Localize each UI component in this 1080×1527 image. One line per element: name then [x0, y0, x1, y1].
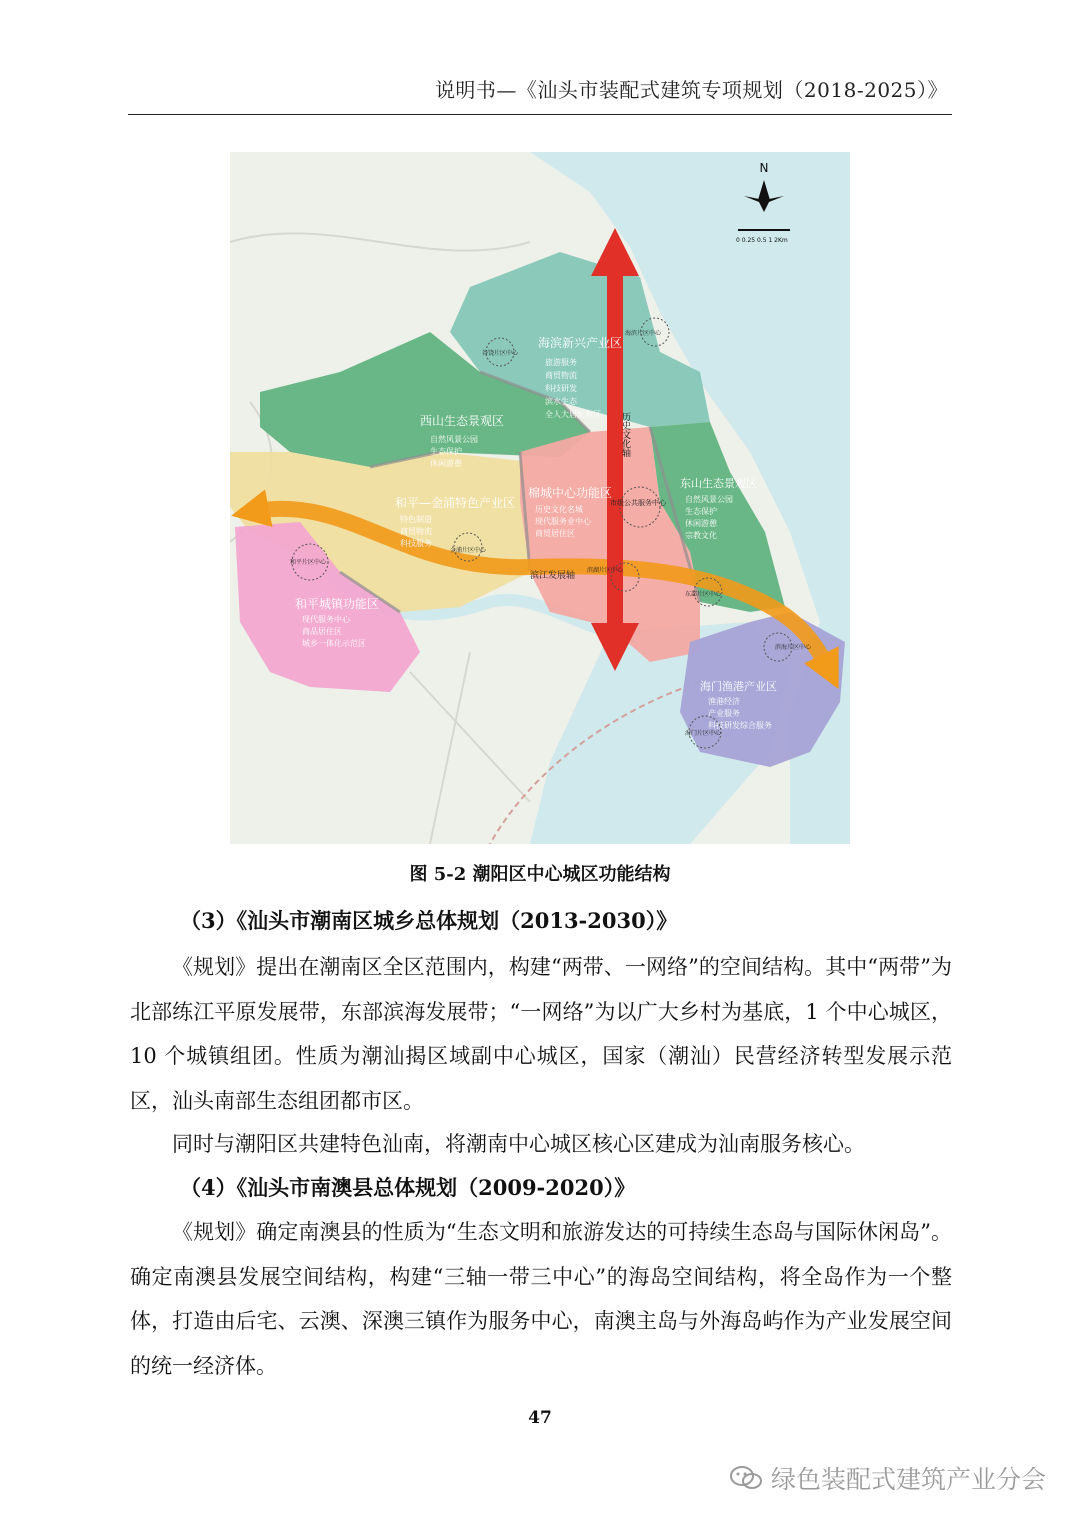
header-rule — [128, 114, 952, 115]
vertical-axis-label: 历史文化轴 — [620, 412, 630, 457]
center-label: 东部片区中心 — [685, 591, 722, 598]
section4-paragraph-1: 《规划》确定南澳县的性质为“生态文明和旅游发达的可持续生态岛与国际休闲岛”。确定南澳县发展空间结构，构建“三轴一带三中心”的海岛空间结构，将全岛作为一个整体，打造由后宅、云澳、深澳三镇作为服务中心，南澳主岛与外海岛屿作为产业发展空间的统一经济体。 — [130, 1220, 952, 1378]
zone-item: 生态保护 — [430, 447, 462, 456]
horizontal-axis-label: 滨江发展轴 — [530, 571, 576, 581]
zone-label: 海滨新兴产业区 — [538, 336, 623, 350]
compass-label: N — [759, 161, 769, 175]
zone-item: 商贸物流 — [545, 371, 577, 380]
zone-label: 和平—金浦特色产业区 — [395, 496, 516, 510]
figure-caption: 图 5-2 潮阳区中心城区功能结构 — [409, 864, 671, 885]
wechat-icon — [729, 1464, 763, 1492]
center-label: 海门片区中心 — [685, 730, 722, 737]
center-label: 金浦片区中心 — [450, 547, 487, 554]
section3-paragraph-1: 《规划》提出在潮南区全区范围内，构建“两带、一网络”的空间结构。其中“两带”为北部练江平原发展带，东部滨海发展带；“一网络”为以广大乡村为基底，1 个中心城区，10 个城镇组团。性质为潮汕揭区域副中心城区，国家（潮汕）民营经济转型发展示范区，汕头南部生态组团都市区。 — [130, 955, 952, 1113]
zone-item: 商品居住区 — [302, 627, 342, 636]
section-heading-3: （3）《汕头市潮南区城乡总体规划（2013-2030）》 — [180, 908, 678, 933]
zone-label: 西山生态景观区 — [420, 414, 505, 428]
zone-item: 休闲游憩 — [685, 519, 717, 528]
center-label: 滨海片区中心 — [775, 644, 812, 651]
center-label: 和平片区中心 — [290, 559, 327, 566]
zone-item: 商贸居住区 — [535, 529, 575, 538]
zone-item: 特色制造 — [400, 515, 432, 524]
zone-item: 科技研发 — [545, 384, 577, 393]
zone-item: 旅游服务 — [545, 358, 577, 367]
zone-item: 自然风景公园 — [685, 495, 733, 504]
watermark-text: 绿色装配式建筑产业分会 — [770, 1465, 1046, 1494]
zone-label: 海门渔港产业区 — [700, 680, 777, 693]
zone-item: 宗教文化 — [685, 531, 717, 540]
zone-item: 现代服务中心 — [302, 615, 350, 624]
zone-item: 休闲游憩 — [430, 459, 462, 468]
zone-item: 滨水生态 — [545, 397, 577, 406]
scale-label: 0 0.25 0.5 1 2Km — [736, 237, 788, 244]
zone-item: 产业服务 — [708, 709, 740, 718]
watermark — [729, 1460, 1046, 1496]
zone-label: 东山生态景观区 — [680, 477, 757, 490]
center-label: 谷饶片区中心 — [482, 350, 519, 357]
zone-label: 棉城中心功能区 — [528, 486, 613, 500]
section3-paragraph-2: 同时与潮阳区共建特色汕南，将潮南中心城区核心区建成为汕南服务核心。 — [172, 1132, 865, 1156]
zone-item: 历史文化名城 — [535, 505, 583, 514]
center-label: 海滨片区中心 — [625, 330, 662, 337]
page-number: 47 — [528, 1408, 552, 1428]
zone-item: 商贸物流 — [400, 527, 432, 536]
running-header: 说明书—《汕头市装配式建筑专项规划（2018-2025）》 — [434, 78, 948, 102]
zone-item: 科技研发综合服务 — [708, 721, 772, 730]
map-svg — [230, 152, 850, 844]
center-label: 滨湖片区中心 — [587, 567, 624, 574]
zone-item: 自然风景公园 — [430, 435, 478, 444]
zone-item: 生态保护 — [685, 507, 717, 516]
zone-item: 城乡一体化示范区 — [302, 639, 366, 648]
zone-item: 渔港经济 — [708, 697, 740, 706]
section-heading-4: （4）《汕头市南澳县总体规划（2009-2020）》 — [180, 1175, 636, 1200]
zone-item: 科技服务 — [400, 539, 432, 548]
zone-label: 和平城镇功能区 — [295, 597, 380, 611]
planning-map — [230, 152, 850, 844]
zone-item: 现代服务业中心 — [535, 517, 591, 526]
center-label: 市级公共服务中心 — [610, 499, 666, 507]
zone-item: 全人大居配套区 — [545, 410, 601, 419]
